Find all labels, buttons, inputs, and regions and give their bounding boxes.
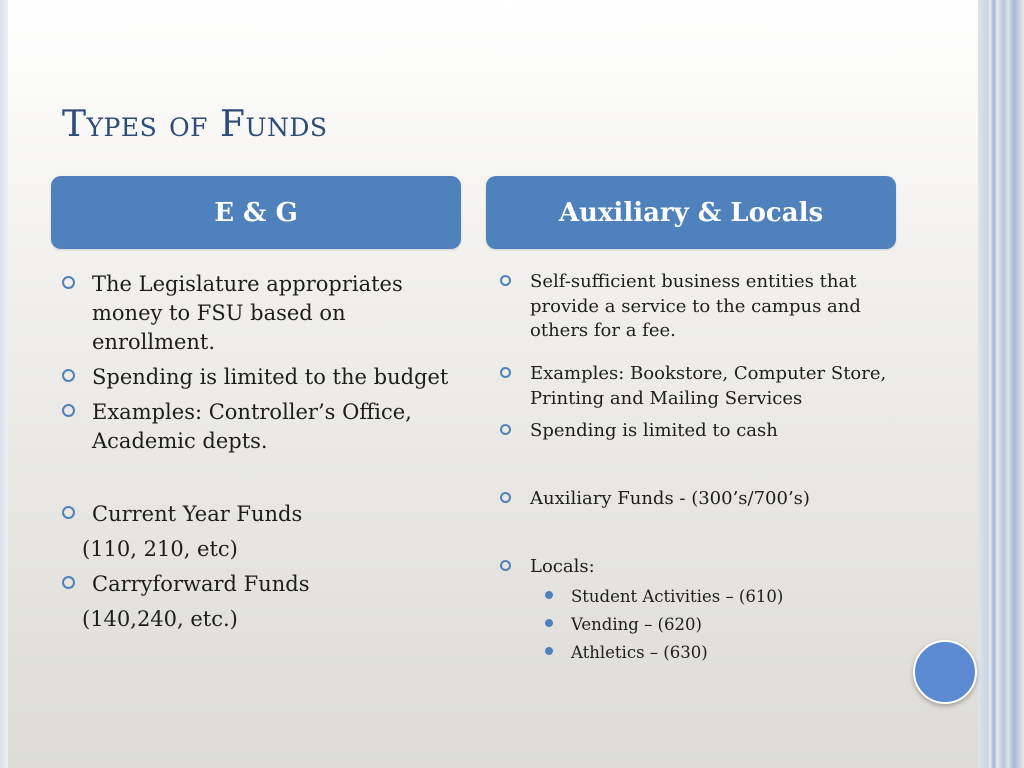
ring-bullet-icon — [62, 506, 75, 519]
auxiliary-list — [498, 270, 898, 667]
sublist-item-text: Athletics – (630) — [571, 643, 708, 663]
ring-bullet-icon — [500, 367, 511, 378]
ring-bullet-icon — [62, 404, 75, 417]
dot-bullet-icon — [545, 647, 553, 655]
list-item — [60, 570, 460, 599]
eg-header-label: E & G — [214, 197, 298, 228]
eg-list — [60, 270, 460, 634]
ring-bullet-icon — [500, 560, 511, 571]
locals-sublist — [530, 583, 898, 667]
sublist-item — [530, 583, 898, 611]
sublist-item-text: Vending – (620) — [571, 615, 702, 635]
list-item — [498, 555, 898, 668]
slide-title: Types of Funds — [62, 104, 328, 145]
list-item — [60, 363, 460, 392]
list-item — [498, 487, 898, 512]
list-item-text: Examples: Controller’s Office, Academic depts. — [92, 399, 412, 453]
list-item-text: Spending is limited to cash — [530, 420, 778, 442]
dot-bullet-icon — [545, 591, 553, 599]
list-item-text: Spending is limited to the budget — [92, 364, 449, 389]
list-item-text: Locals: — [530, 555, 595, 577]
ring-bullet-icon — [62, 576, 75, 589]
eg-header — [51, 176, 461, 249]
slide-left-border — [0, 0, 8, 768]
list-item — [498, 419, 898, 444]
list-item — [498, 362, 898, 411]
ring-bullet-icon — [62, 369, 75, 382]
sublist-item — [530, 611, 898, 639]
ring-bullet-icon — [500, 492, 511, 503]
ring-bullet-icon — [500, 275, 511, 286]
sublist-item — [530, 639, 898, 667]
fund-code-note: (110, 210, etc) — [82, 536, 238, 561]
dot-bullet-icon — [545, 619, 553, 627]
slide-right-decoration — [978, 0, 1024, 768]
list-item-text: The Legislature appropriates money to FSU based on enrollment. — [92, 272, 403, 354]
list-item-text: Examples: Bookstore, Computer Store, Printing and Mailing Services — [530, 362, 887, 409]
auxiliary-header-label: Auxiliary & Locals — [558, 197, 824, 228]
list-item-text: Auxiliary Funds - (300’s/700’s) — [530, 487, 810, 509]
list-item-text: Carryforward Funds — [92, 571, 310, 596]
list-item — [498, 270, 898, 344]
list-item — [60, 270, 460, 357]
list-item-text: Current Year Funds — [92, 501, 303, 526]
list-item-text: Self-sufficient business entities that provide a service to the campus and others for a fee. — [530, 271, 861, 342]
fund-code-note: (140,240, etc.) — [82, 606, 238, 631]
sublist-item-text: Student Activities – (610) — [571, 587, 784, 607]
list-item — [60, 398, 460, 456]
auxiliary-header — [486, 176, 896, 249]
ring-bullet-icon — [500, 424, 511, 435]
slide-navigation-button[interactable] — [913, 640, 977, 704]
ring-bullet-icon — [62, 276, 75, 289]
list-item — [60, 500, 460, 529]
